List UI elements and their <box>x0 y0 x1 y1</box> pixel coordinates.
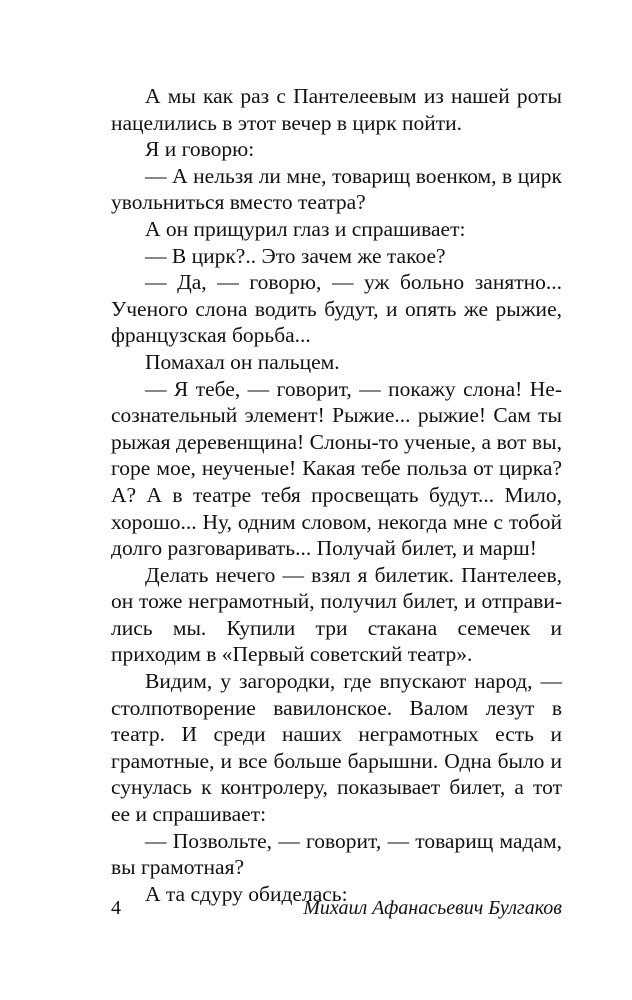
running-head-author: Михаил Афанасьевич Булгаков <box>303 897 562 919</box>
paragraph: Помахал он пальцем. <box>145 349 340 374</box>
paragraph: Делать нечего — взял я билетик. Пантелеев, он тоже неграмотный, получил билет, и отправились мы. Купили три стакана семечек и приходим в «Первый советский театр». <box>111 562 562 667</box>
paragraph: — Я тебе, — говорит, — покажу слона! Несознательный элемент! Рыжие... рыжие! Сам ты рыжая деревенщина! Слоны-то ученые, а вот вы, горе мое, неученые! Какая тебе польза от цирка? А? А в театре тебя просвещать будут... Мило, хорошо... Ну, одним словом, некогда мне с тобой долго разговаривать... Получай билет, и марш! <box>111 376 562 561</box>
paragraph: — В цирк?.. Это зачем же такое? <box>145 243 446 268</box>
page-number: 4 <box>111 897 121 919</box>
paragraph: Видим, у загородки, где впускают народ, — столпотворение вавилонское. Валом лезут в театр. И среди наших неграмотных есть и грамотные, и все больше барышни. Одна было и сунулась к контролеру, показывает билет, а тот ее и спрашивает: <box>111 669 562 827</box>
body-text <box>111 83 562 907</box>
paragraph: А он прищурил глаз и спрашивает: <box>145 216 466 241</box>
page-footer <box>111 893 562 923</box>
paragraph: А та сдуру обиделась: <box>145 881 348 906</box>
paragraph: А мы как раз с Пантелеевым из нашей роты нацелились в этот вечер в цирк пойти. <box>111 84 562 135</box>
paragraph: — Позвольте, — говорит, — товарищ мадам, вы грамотная? <box>111 828 562 880</box>
paragraph: — Да, — говорю, — уж больно занятно... Ученого слона водить будут, и опять же рыжие, французская борьба... <box>111 270 562 348</box>
paragraph: Я и говорю: <box>145 137 255 162</box>
paragraph: — А нельзя ли мне, товарищ военком, в цирк увольниться вместо театра? <box>111 163 562 215</box>
